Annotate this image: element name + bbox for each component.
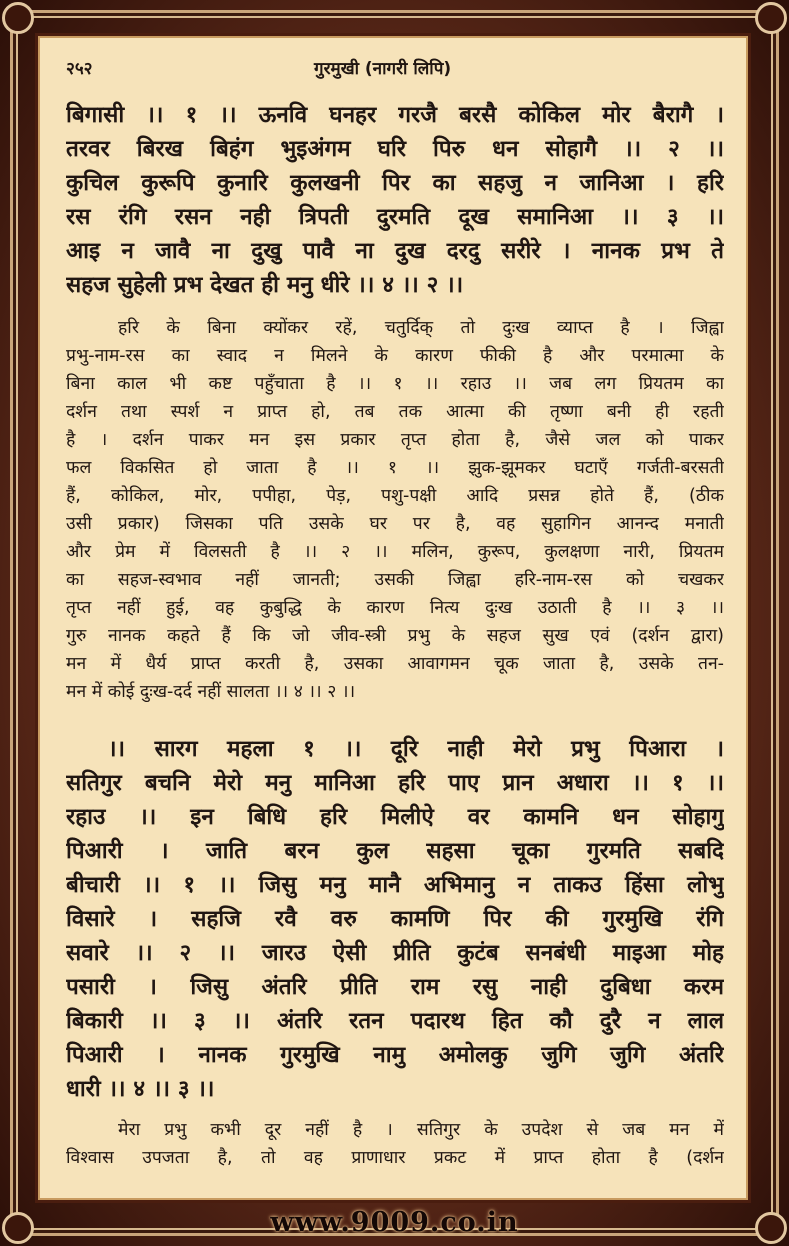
- verse-line: विसारे । सहजि रवै वरु कामणि पिर की गुरमुखि रंगि: [66, 906, 724, 932]
- corner-ornament: [2, 2, 34, 34]
- page-title: गुरमुखी (नागरी लिपि): [314, 59, 452, 79]
- verse-line: रहाउ ।। इन बिधि हरि मिलीऐ वर कामनि धन सोहागु: [66, 804, 724, 830]
- verse-line: बीचारी ।। १ ।। जिसु मनु मानै अभिमानु न ताकउ हिंसा लोभु: [66, 872, 724, 898]
- meaning-line: बिना काल भी कष्ट पहुँचाता है ।। १ ।। रहाउ ।। जब लग प्रियतम का: [66, 374, 724, 394]
- meaning-paragraph: [66, 1116, 724, 1172]
- verse-line: बिगासी ।। १ ।। ऊनवि घनहर गरजै बरसै कोकिल मोर बैरागै ।: [66, 102, 724, 128]
- meaning-line: गुरु नानक कहते हैं कि जो जीव-स्त्री प्रभु के सहज सुख एवं (दर्शन द्वारा): [66, 626, 724, 646]
- verse-line: सवारे ।। २ ।। जारउ ऐसी प्रीति कुटंब सनबंधी माइआ मोह: [66, 940, 724, 966]
- verse-line: तरवर बिरख बिहंग भुइअंगम घरि पिरु धन सोहागै ।। २ ।।: [66, 136, 724, 162]
- verse-line: पिआरी । जाति बरन कुल सहसा चूका गुरमति सबदि: [66, 838, 724, 864]
- meaning-line: है । दर्शन पाकर मन इस प्रकार तृप्त होता है, जैसे जल को पाकर: [66, 430, 724, 450]
- meaning-line: और प्रेम में विलसती है ।। २ ।। मलिन, कुरूप, कुलक्षणा नारी, प्रियतम: [66, 542, 724, 562]
- scripture-page: [38, 36, 748, 1200]
- gurbani-verse-block: [66, 98, 724, 302]
- verse-line: कुचिल कुरूपि कुनारि कुलखनी पिर का सहजु न जानिआ । हरि: [66, 170, 724, 196]
- verse-line: पसारी । जिसु अंतरि प्रीति राम रसु नाही दुबिधा करम: [66, 974, 724, 1000]
- verse-line: सहज सुहेली प्रभ देखत ही मनु धीरे ।। ४ ।। २ ।।: [66, 272, 464, 298]
- meaning-line: हरि के बिना क्योंकर रहें, चतुर्दिक् तो दुःख व्याप्त है । जिह्वा: [118, 318, 724, 338]
- meaning-line: मन में धैर्य प्राप्त करती है, उसका आवागमन चूक जाता है, उसके तन-: [66, 654, 724, 674]
- verse-line: सतिगुर बचनि मेरो मनु मानिआ हरि पाए प्रान अधारा ।। १ ।।: [66, 770, 724, 796]
- meaning-line: प्रभु-नाम-रस का स्वाद न मिलने के कारण फीकी है और परमात्मा के: [66, 346, 724, 366]
- corner-ornament: [755, 2, 787, 34]
- meaning-line: उसी प्रकार) जिसका पति उसके घर पर है, वह सुहागिन आनन्द मनाती: [66, 514, 724, 534]
- meaning-line: का सहज-स्वभाव नहीं जानती; उसकी जिह्वा हरि-नाम-रस को चखकर: [66, 570, 724, 590]
- meaning-line: मेरा प्रभु कभी दूर नहीं है । सतिगुर के उपदेश से जब मन में: [118, 1120, 724, 1140]
- page-number: २५२: [66, 59, 93, 79]
- gurbani-verse-block: [66, 732, 724, 1106]
- meaning-line: फल विकसित हो जाता है ।। १ ।। झुक-झूमकर घटाएँ गर्जती-बरसती: [66, 458, 724, 478]
- verse-line: रस रंगि रसन नही त्रिपती दुरमति दूख समानिआ ।। ३ ।।: [66, 204, 724, 230]
- meaning-line: तृप्त नहीं हुई, वह कुबुद्धि के कारण नित्य दुःख उठाती है ।। ३ ।।: [66, 598, 724, 618]
- meaning-line: विश्वास उपजता है, तो वह प्राणाधार प्रकट में प्राप्त होता है (दर्शन: [66, 1148, 724, 1168]
- website-link[interactable]: www.9009.co.in: [270, 1207, 519, 1238]
- meaning-line: हैं, कोकिल, मोर, पपीहा, पेड़, पशु-पक्षी आदि प्रसन्न होते हैं, (ठीक: [66, 486, 724, 506]
- verse-line: बिकारी ।। ३ ।। अंतरि रतन पदारथ हित कौ दुरै न लाल: [66, 1008, 724, 1034]
- meaning-paragraph: [66, 314, 724, 706]
- page-header: [66, 56, 724, 86]
- verse-line: आइ न जावै ना दुखु पावै ना दुख दरदु सरीरे । नानक प्रभ ते: [66, 238, 724, 264]
- verse-line: ।। सारग महला १ ।। दूरि नाही मेरो प्रभु पिआरा ।: [108, 736, 724, 762]
- meaning-line: मन में कोई दुःख-दर्द नहीं सालता ।। ४ ।। २ ।।: [66, 682, 356, 702]
- meaning-line: दर्शन तथा स्पर्श न प्राप्त हो, तब तक आत्मा की तृष्णा बनी ही रहती: [66, 402, 724, 422]
- verse-line: धारी ।। ४ ।। ३ ।।: [66, 1076, 215, 1102]
- verse-line: पिआरी । नानक गुरमुखि नामु अमोलकु जुगि जुगि अंतरि: [66, 1042, 724, 1068]
